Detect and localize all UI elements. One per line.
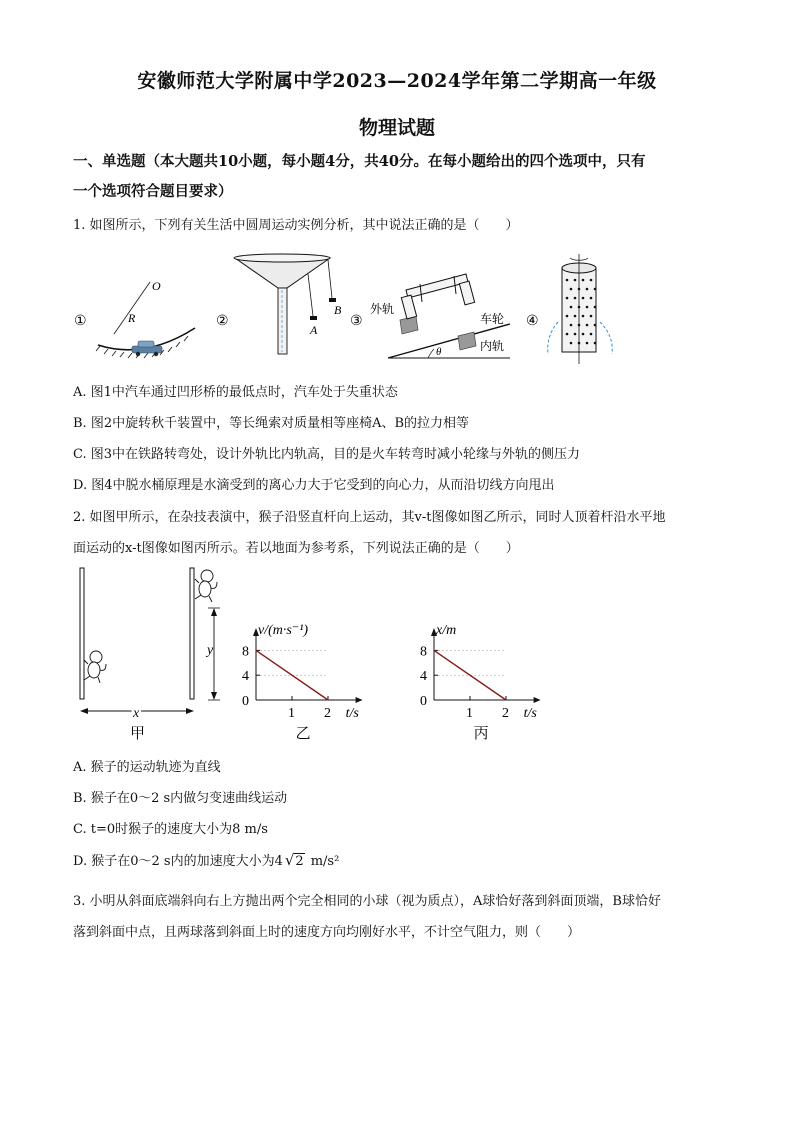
- drum-hole: [566, 279, 569, 282]
- q2-stem-line2: 面运动的x-t图像如图丙所示。若以地面为参考系，下列说法正确的是（ ）: [73, 541, 519, 556]
- fig2-number: ②: [216, 314, 229, 329]
- drum-hole: [566, 297, 569, 300]
- fig1-number: ①: [74, 314, 87, 329]
- drum-hole: [586, 324, 589, 327]
- drum-hole: [570, 342, 573, 345]
- drum-hole: [594, 324, 597, 327]
- q1-option-a: A. 图1中汽车通过凹形桥的最低点时，汽车处于失重状态: [73, 385, 398, 400]
- q2-stem-line1: 2. 如图甲所示，在杂技表演中，猴子沿竖直杆向上运动，其v-t图像如图乙所示，同时人顶着杆沿水平地: [73, 510, 666, 525]
- chart-bing-x-arrow: [534, 697, 541, 703]
- fig1-label-r: R: [128, 311, 136, 325]
- dryer-drum: [562, 254, 596, 364]
- fig1-label-o: O: [152, 279, 161, 293]
- drum-hole: [578, 306, 581, 309]
- section-heading-line2: 一个选项符合题目要求）: [73, 183, 233, 200]
- drum-hole: [566, 333, 569, 336]
- q3-stem-line2: 落到斜面中点，且两球落到斜面上时的速度方向均刚好水平，不计空气阻力，则（ ）: [73, 925, 581, 940]
- chart-bing-y-tick-label: 8: [420, 644, 427, 660]
- q3-stem-line1: 3. 小明从斜面底端斜向右上方抛出两个完全相同的小球（视为质点），A球恰好落到斜面顶端，B球恰好: [73, 894, 661, 909]
- q2-option-c: C. t=0时猴子的速度大小为8 m/s: [73, 822, 268, 837]
- exam-title: 安徽师范大学附属中学2023—2024学年第二学期高一年级: [137, 70, 657, 92]
- fig2-label-b: B: [334, 303, 342, 317]
- drum-hole: [570, 324, 573, 327]
- drum-hole: [578, 288, 581, 291]
- drum-hole: [594, 288, 597, 291]
- fig4-number: ④: [526, 314, 539, 329]
- sqrt-radicand: 2: [295, 854, 304, 869]
- y-label: y: [207, 643, 214, 658]
- drum-hole: [590, 333, 593, 336]
- q2-option-d-text: D. 猴子在0～2 s内的加速度大小为4: [73, 854, 283, 869]
- fig3-label-outer: 外轨: [370, 302, 395, 316]
- fig3-label-theta: θ: [436, 346, 442, 358]
- chart-yi-caption: 乙: [295, 726, 311, 742]
- q2-option-d-unit: m/s²: [310, 854, 340, 869]
- jia-caption: 甲: [130, 726, 146, 742]
- drum-hole: [582, 333, 585, 336]
- q2-option-b: B. 猴子在0～2 s内做匀变速曲线运动: [73, 791, 288, 806]
- drum-hole: [574, 297, 577, 300]
- chart-yi: [234, 604, 404, 744]
- chart-yi-x-tick-label: 1: [288, 706, 295, 721]
- radius-line: [114, 282, 150, 334]
- drum-hole: [594, 306, 597, 309]
- chart-bing-y-axis-label: x/m: [436, 623, 457, 638]
- chart-yi-y-tick-label: 4: [242, 669, 249, 685]
- drum-hole: [586, 342, 589, 345]
- sqrt-sign: √: [284, 851, 295, 869]
- drum-hole: [570, 288, 573, 291]
- chart-bing-x-tick-label: 1: [466, 706, 473, 721]
- rope-b: [328, 260, 332, 298]
- pole-left: [80, 568, 84, 699]
- chart-yi-y-tick-label: 0: [242, 694, 249, 709]
- drum-hole: [578, 342, 581, 345]
- drum-hole: [574, 279, 577, 282]
- fig3-label-inner: 内轨: [480, 339, 505, 353]
- monkey-icon-top: [195, 570, 217, 602]
- q1-stem: 1. 如图所示，下列有关生活中圆周运动实例分析，其中说法正确的是（ ）: [73, 218, 519, 233]
- q2-option-d: [73, 850, 339, 869]
- drum-hole: [570, 306, 573, 309]
- drum-hole: [574, 333, 577, 336]
- q1-option-d: D. 图4中脱水桶原理是水滴受到的离心力大于它受到的向心力，从而沿切线方向甩出: [73, 478, 555, 493]
- water-path-right: [600, 322, 612, 354]
- swing-pole: [278, 288, 287, 354]
- pole-right: [190, 568, 194, 699]
- swing-canopy: [235, 258, 330, 288]
- drum-hole: [586, 306, 589, 309]
- chart-yi-x-arrow: [356, 697, 363, 703]
- q1-option-c: C. 图3中在铁路转弯处，设计外轨比内轨高，目的是火车转弯时减小轮缘与外轨的侧压力: [73, 447, 581, 462]
- chart-bing: [412, 604, 582, 744]
- water-path-left: [548, 322, 558, 354]
- chart-yi-x-axis-label: t/s: [345, 706, 359, 721]
- fig3-number: ③: [350, 314, 363, 329]
- exam-subtitle: 物理试题: [358, 117, 435, 139]
- fig3-label-wheel: 车轮: [480, 312, 505, 326]
- drum-hole: [566, 315, 569, 318]
- drum-hole: [590, 297, 593, 300]
- monkey-icon-bottom: [84, 651, 106, 683]
- chart-yi-y-tick-label: 8: [242, 644, 249, 660]
- q2-option-a: A. 猴子的运动轨迹为直线: [73, 760, 221, 775]
- chart-yi-y-axis-label: v/(m·s⁻¹): [258, 623, 309, 638]
- fig2-label-a: A: [310, 323, 318, 337]
- drum-hole: [590, 315, 593, 318]
- drum-hole: [594, 342, 597, 345]
- rope-a: [308, 274, 313, 316]
- section-heading-line1: 一、单选题（本大题共10小题，每小题4分，共40分。在每小题给出的四个选项中，只有: [73, 153, 646, 170]
- drum-hole: [574, 315, 577, 318]
- drum-hole: [590, 279, 593, 282]
- train-axle: [401, 274, 474, 319]
- chart-yi-x-tick-label: 2: [324, 706, 331, 721]
- drum-hole: [586, 288, 589, 291]
- chart-bing-y-tick-label: 0: [420, 694, 427, 709]
- chart-bing-x-axis-label: t/s: [523, 706, 537, 721]
- q2-figure-jia: [70, 562, 240, 744]
- chart-bing-y-tick-label: 4: [420, 669, 427, 685]
- x-label: x: [133, 706, 140, 721]
- q1-figure: [70, 250, 640, 370]
- inner-rail: [458, 332, 476, 350]
- drum-hole: [578, 324, 581, 327]
- drum-hole: [582, 297, 585, 300]
- chart-bing-caption: 丙: [473, 726, 489, 742]
- drum-hole: [582, 279, 585, 282]
- q1-option-b: B. 图2中旋转秋千装置中，等长绳索对质量相等座椅A、B的拉力相等: [73, 416, 470, 431]
- drum-hole: [582, 315, 585, 318]
- chart-bing-x-tick-label: 2: [502, 706, 509, 721]
